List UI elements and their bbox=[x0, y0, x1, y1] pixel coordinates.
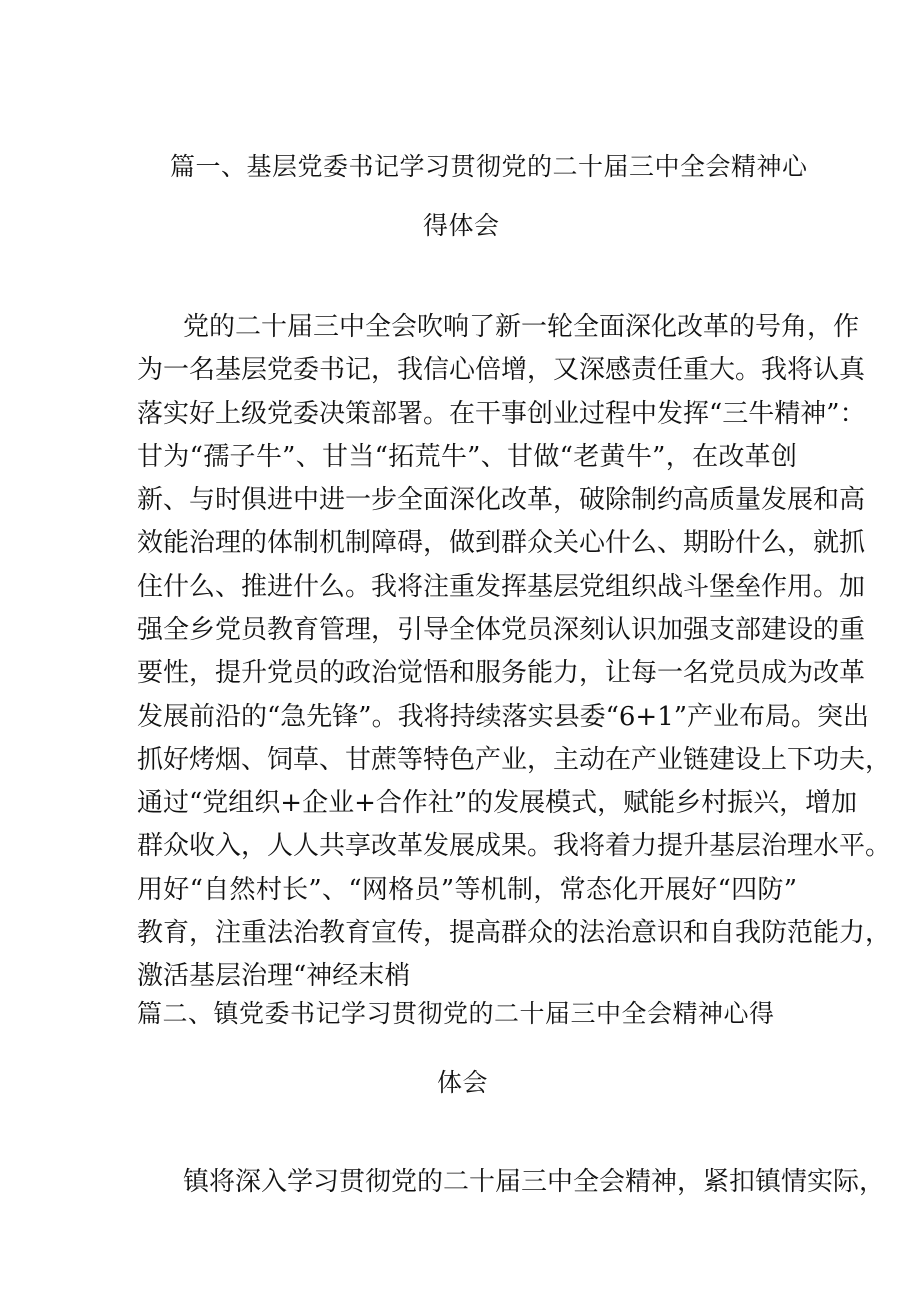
article1-line: 强全乡党员教育管理，引导全体党员深刻认识加强支部建设的重 bbox=[137, 615, 866, 645]
article1-line: 甘为“孺子牛”、甘当“拓荒牛”、甘做“老黄牛”，在改革创 bbox=[137, 442, 797, 472]
article1-title-line1: 篇一、基层党委书记学习贯彻党的二十届三中全会精神心 bbox=[170, 152, 808, 181]
article1-line: 群众收入，人人共享改革发展成果。我将着力提升基层治理水平。 bbox=[137, 831, 892, 861]
article1-line: 效能治理的体制机制障碍，做到群众关心什么、期盼什么，就抓 bbox=[137, 528, 866, 558]
article1-line: 党的二十届三中全会吹响了新一轮全面深化改革的号角，作 bbox=[183, 312, 860, 342]
article1-line: 用好“自然村长”、“网格员”等机制，常态化开展好“四防” bbox=[137, 875, 797, 905]
article2-title-line2: 体会 bbox=[437, 1068, 489, 1097]
article2-line: 镇将深入学习贯彻党的二十届三中全会精神，紧扣镇情实际， bbox=[183, 1167, 886, 1197]
article1-line: 教育，注重法治教育宣传，提高群众的法治意识和自我防范能力， bbox=[137, 918, 892, 948]
article1-line: 落实好上级党委决策部署。在干事创业过程中发挥“三牛精神”： bbox=[137, 399, 866, 429]
article2-title-line1: 篇二、镇党委书记学习贯彻党的二十届三中全会精神心得 bbox=[137, 999, 775, 1028]
article1-line: 发展前沿的“急先锋”。我将持续落实县委“6+1”产业布局。突出 bbox=[137, 702, 870, 732]
article1-line: 为一名基层党委书记，我信心倍增，又深感责任重大。我将认真 bbox=[137, 355, 866, 385]
article1-title-line2: 得体会 bbox=[423, 211, 500, 240]
article1-line: 新、与时俱进中进一步全面深化改革，破除制约高质量发展和高 bbox=[137, 485, 866, 515]
article1-line: 抓好烤烟、饲草、甘蔗等特色产业，主动在产业链建设上下功夫， bbox=[137, 745, 892, 775]
article1-line: 激活基层治理“神经末梢 bbox=[137, 961, 411, 991]
article1-line: 住什么、推进什么。我将注重发挥基层党组织战斗堡垒作用。加 bbox=[137, 572, 866, 602]
article1-line: 通过“党组织+企业+合作社”的发展模式，赋能乡村振兴，增加 bbox=[137, 788, 858, 818]
article1-line: 要性，提升党员的政治觉悟和服务能力，让每一名党员成为改革 bbox=[137, 658, 866, 688]
